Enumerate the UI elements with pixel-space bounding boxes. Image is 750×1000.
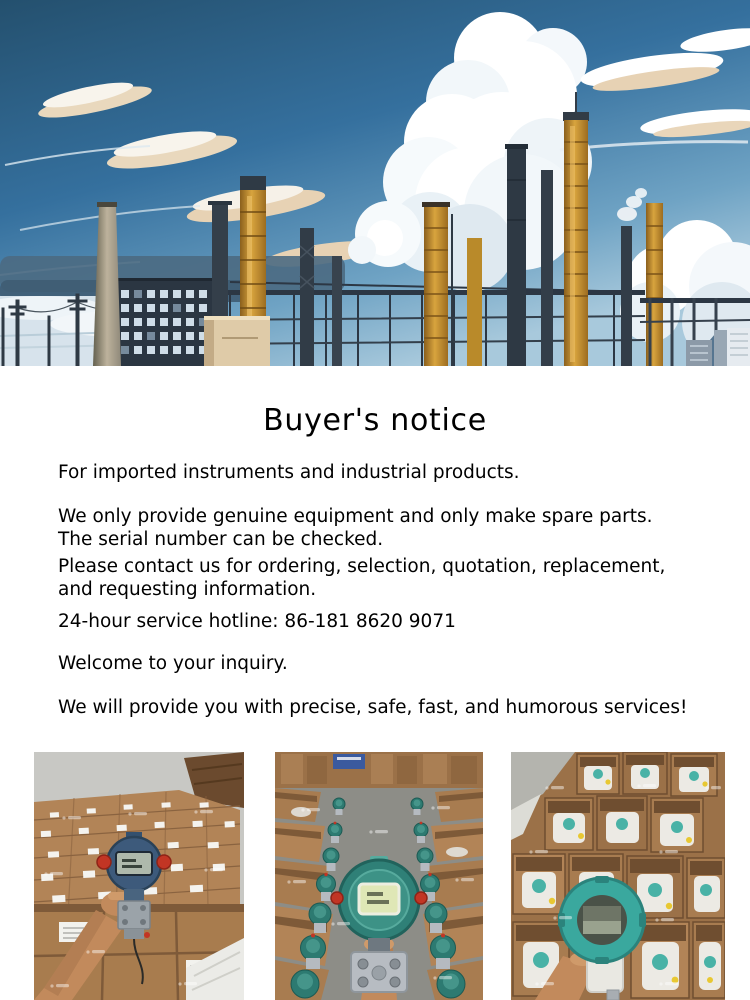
notice-line: We will provide you with precise, safe, fast, and humorous services! (58, 696, 688, 718)
smokestack-dark-d (505, 144, 528, 366)
notice-paragraph-intro (58, 461, 520, 484)
boxed-transmitters-photo (511, 752, 725, 1000)
steel-window-building (115, 278, 213, 366)
warehouse-pallet-photo (34, 752, 244, 1000)
notice-line: and requesting information. (58, 578, 317, 600)
refinery-skyline-art (0, 0, 750, 366)
notice-paragraph-services (58, 696, 687, 719)
storage-tank (204, 316, 270, 366)
notice-paragraph-welcome (58, 652, 288, 675)
boxed-transmitters-art (511, 752, 725, 1000)
notice-paragraph-contact (58, 555, 665, 601)
notice-line: We only provide genuine equipment and only make spare parts. (58, 505, 653, 527)
transmitter-rows-art (275, 752, 483, 1000)
notice-line: For imported instruments and industrial products. (58, 461, 520, 483)
warehouse-pallet-art (34, 752, 244, 1000)
transmitter-rows-photo (275, 752, 483, 1000)
header-illustration (0, 0, 750, 366)
notice-line: Please contact us for ordering, selection, quotation, replacement, (58, 555, 666, 577)
notice-paragraph-hotline (58, 610, 456, 633)
notice-paragraph-genuine (58, 505, 653, 551)
page-title: Buyer's notice (263, 403, 487, 439)
smokestack-gold-e (563, 92, 589, 366)
hotline-line: 24-hour service hotline: 86-181 8620 9071 (58, 610, 456, 632)
smokestack-gold-b (422, 202, 452, 366)
notice-line: Welcome to your inquiry. (58, 652, 288, 674)
notice-line: The serial number can be checked. (58, 528, 384, 550)
smokestack-gold-c (467, 238, 482, 366)
steel-column (212, 203, 228, 323)
far-boxes (275, 752, 483, 788)
